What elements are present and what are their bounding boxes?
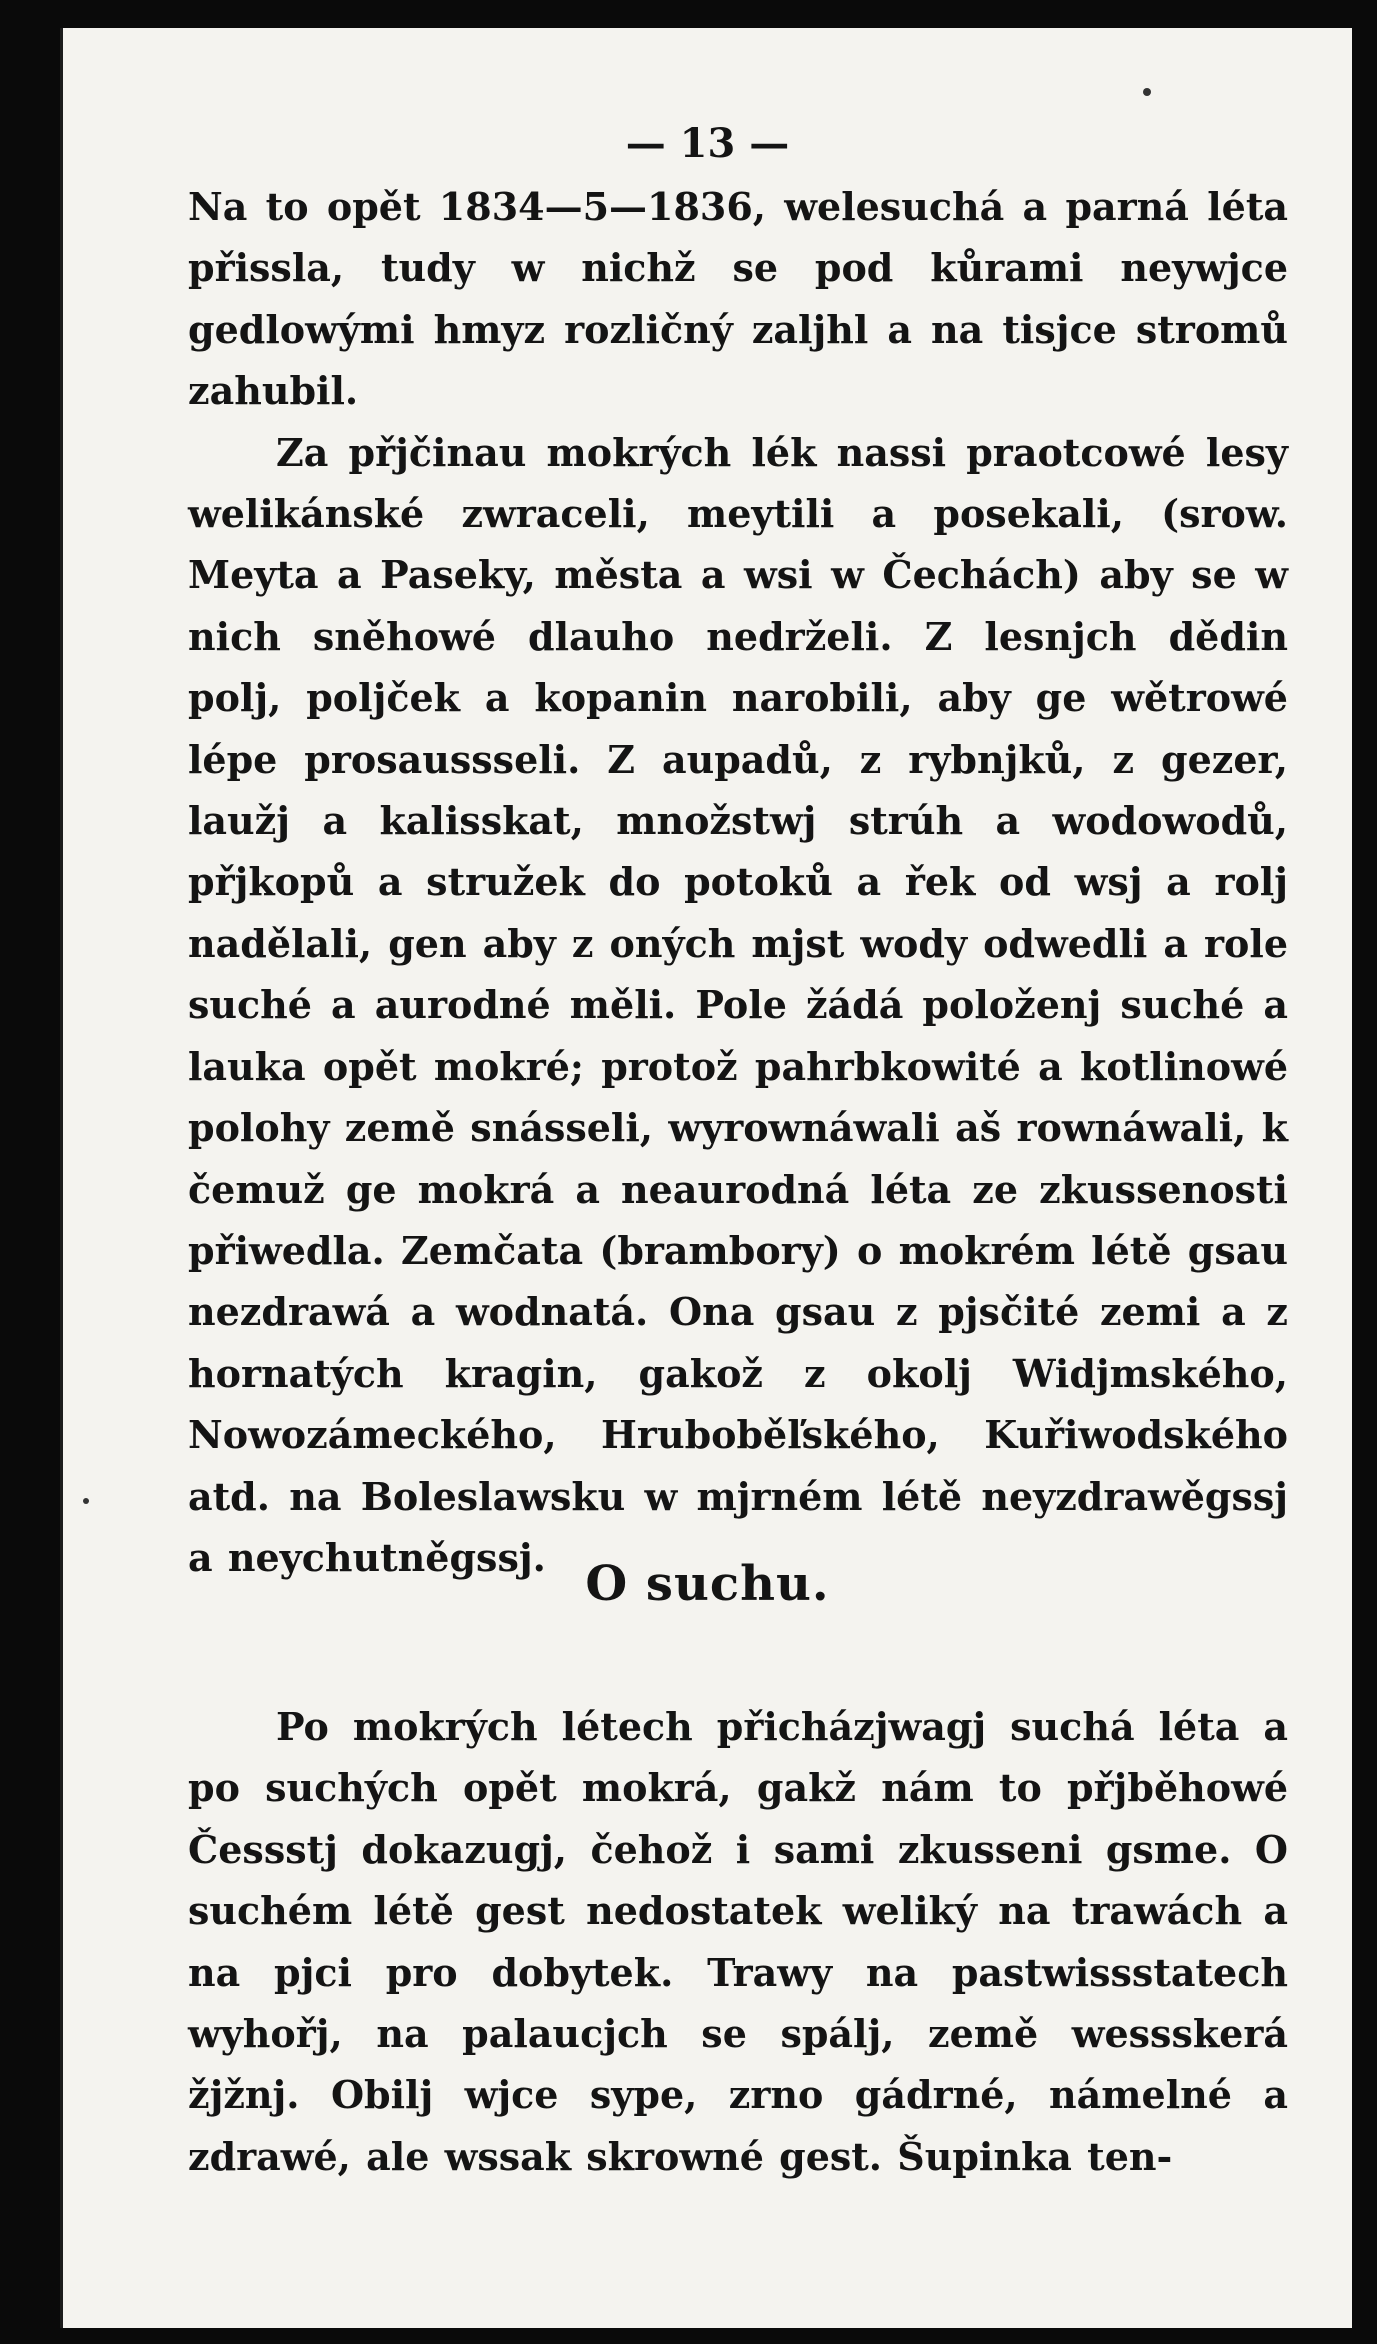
page-number: — 13 — [625, 120, 790, 167]
book-page [60, 28, 1352, 2328]
section-title: O suchu. [585, 1556, 830, 1612]
paragraph-3: Po mokrých létech přicházjwagj suchá léta a po suchých opět mokrá, gakž nám to přjběhowé Čessstj dokazugj, čehož i sami zkusseni gsme. O suchém létě gest nedostatek weliký na trawách a na pjci pro dobytek. Trawy na pastwissstatech wyhořj, na palaucjch se spálj, země wessskerá žjžnj. Obilj wjce sype, zrno gádrné, námelné a zdrawé, ale wssak skrowné gest. Šupinka ten- [188, 1704, 1288, 2179]
section-one-text [188, 176, 1288, 1588]
section-two-text [188, 1696, 1288, 2187]
ink-speck [1143, 88, 1151, 96]
paragraph-2: Za přjčinau mokrých lék nassi praotcowé lesy welikánské zwraceli, meytili a posekali, (srow. Meyta a Paseky, města a wsi w Čechách) aby se w nich sněhowé dlauho nedrželi. Z lesnjch dědin polj, poljček a kopanin narobili, aby ge wětrowé lépe prosaussseli. Z aupadů, z rybnjků, z gezer, laužj a kalisskat, množstwj strúh a wodowodů, přjkopů a stružek do potoků a řek od wsj a rolj nadělali, gen aby z oných mjst wody odwedli a role suché a aurodné měli. Pole žádá položenj suché a lauka opět mokré; protož pahrbkowité a kotlinowé polohy země snásseli, wyrownáwali aš rownáwali, k čemuž ge mokrá a neaurodná léta ze zkussenosti přiwedla. Zemčata (brambory) o mokrém létě gsau nezdrawá a wodnatá. Ona gsau z pjsčité zemi a z hornatých kragin, gakož z okolj Widjmského, Nowozámeckého, Hruboběľského, Kuřiwodského atd. na Boleslawsku w mjrném létě neyzdrawěgssj a neychutněgssj. [188, 429, 1288, 1580]
paragraph-1: Na to opět 1834—5—1836, welesuchá a parná léta přissla, tudy w nichž se pod kůrami neywjce gedlowými hmyz rozličný zaljhl a na tisjce stromů zahubil. [188, 184, 1288, 414]
ink-speck [83, 1498, 89, 1504]
